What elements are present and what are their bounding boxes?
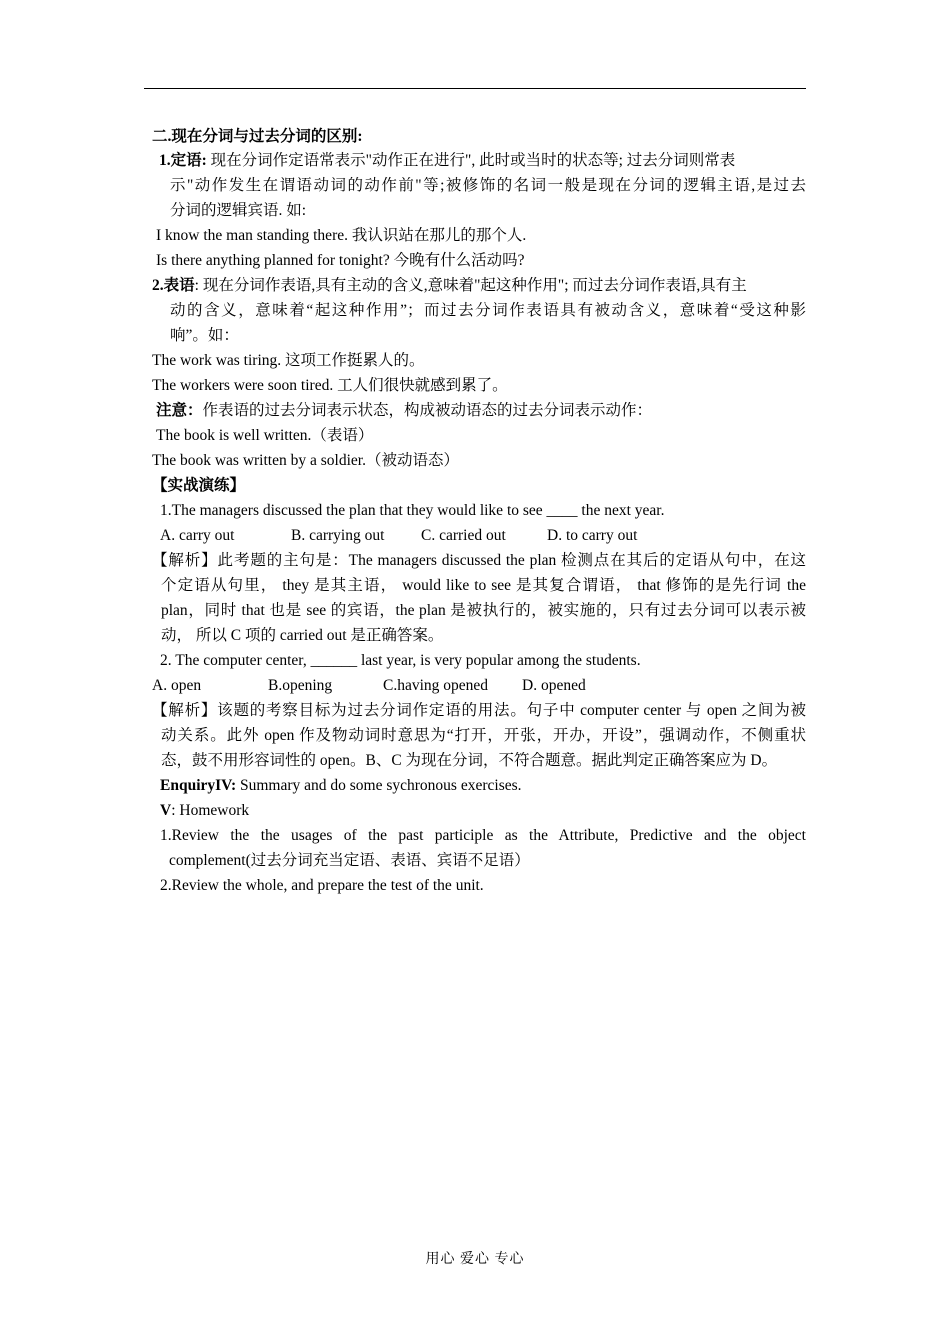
homework-item-1-line-1: 1.Review the the usages of the past participle as the Attribute, Predictive and the object: [160, 827, 806, 844]
analysis-1-line-1: 【解析】此考题的主句是：The managers discussed the plan 检测点在其后的定语从句中，在这: [152, 552, 806, 569]
question-1-stem: 1.The managers discussed the plan that they would like to see ____ the next year.: [160, 502, 665, 519]
homework-heading: V: Homework: [160, 802, 250, 819]
analysis-2-line-2: 动关系。此外 open 作及物动词时意思为“打开，开张，开办，开设”，强调动作，不侧重状: [161, 727, 806, 744]
example-6: The book was written by a soldier.（被动语态）: [152, 452, 459, 469]
point-2-line-2: 动的含义，意味着“起这种作用”；而过去分词作表语具有被动含义，意味着“受这种影: [170, 302, 806, 319]
example-4: The workers were soon tired. 工人们很快就感到累了。: [152, 377, 508, 394]
question-1-option-d: D. to carry out: [547, 527, 638, 544]
question-2-option-a: A. open: [152, 677, 202, 694]
homework-item-1-line-2: complement(过去分词充当定语、表语、宾语不足语）: [169, 852, 530, 869]
example-5: The book is well written.（表语）: [156, 427, 374, 444]
example-3: The work was tiring. 这项工作挺累人的。: [152, 352, 425, 369]
page-footer: 用心 爱心 专心: [425, 1252, 525, 1267]
point-1-line-1: 1.定语: 现在分词作定语常表示"动作正在进行", 此时或当时的状态等; 过去分词则常表: [159, 152, 736, 169]
example-1: I know the man standing there. 我认识站在那儿的那个人.: [156, 227, 527, 244]
header-rule: [144, 88, 806, 89]
question-1-option-b: B. carrying out: [291, 527, 385, 544]
analysis-1-line-3: plan，同时 that 也是 see 的宾语，the plan 是被执行的，被实施的，只有过去分词可以表示被: [161, 602, 806, 619]
analysis-2-line-3: 态，鼓不用形容词性的 open。B、C 为现在分词，不符合题意。据此判定正确答案应为 D。: [161, 752, 778, 769]
homework-item-2: 2.Review the whole, and prepare the test of the unit.: [160, 877, 484, 894]
point-2-line-3: 响”。如：: [170, 327, 239, 344]
practice-title: 【实战演练】: [152, 477, 246, 494]
point-1-line-2: 示"动作发生在谓语动词的动作前"等;被修饰的名词一般是现在分词的逻辑主语,是过去: [170, 177, 806, 194]
example-2: Is there anything planned for tonight? 今晚有什么活动吗?: [156, 252, 525, 269]
question-2-option-d: D. opened: [522, 677, 586, 694]
enquiry-heading: EnquiryIV: Summary and do some sychronous exercises.: [160, 777, 522, 794]
question-2-option-b: B.opening: [268, 677, 333, 694]
analysis-1-line-4: 动， 所以 C 项的 carried out 是正确答案。: [161, 627, 444, 644]
question-1-option-c: C. carried out: [421, 527, 506, 544]
question-2-option-c: C.having opened: [383, 677, 489, 694]
question-2-stem: 2. The computer center, ______ last year, is very popular among the students.: [160, 652, 641, 669]
analysis-1-line-2: 个定语从句里， they 是其主语， would like to see 是其复合谓语， that 修饰的是先行词 the: [161, 577, 806, 594]
point-1-line-3: 分词的逻辑宾语. 如:: [170, 202, 307, 219]
note: 注意：作表语的过去分词表示状态，构成被动语态的过去分词表示动作：: [156, 402, 653, 419]
analysis-2-line-1: 【解析】该题的考察目标为过去分词作定语的用法。句子中 computer center 与 open 之间为被: [152, 702, 806, 719]
question-1-option-a: A. carry out: [160, 527, 235, 544]
section-title: 二.现在分词与过去分词的区别:: [152, 128, 363, 145]
point-2-line-1: 2.表语: 现在分词作表语,具有主动的含义,意味着"起这种作用"; 而过去分词作表语,具有主: [152, 277, 747, 294]
